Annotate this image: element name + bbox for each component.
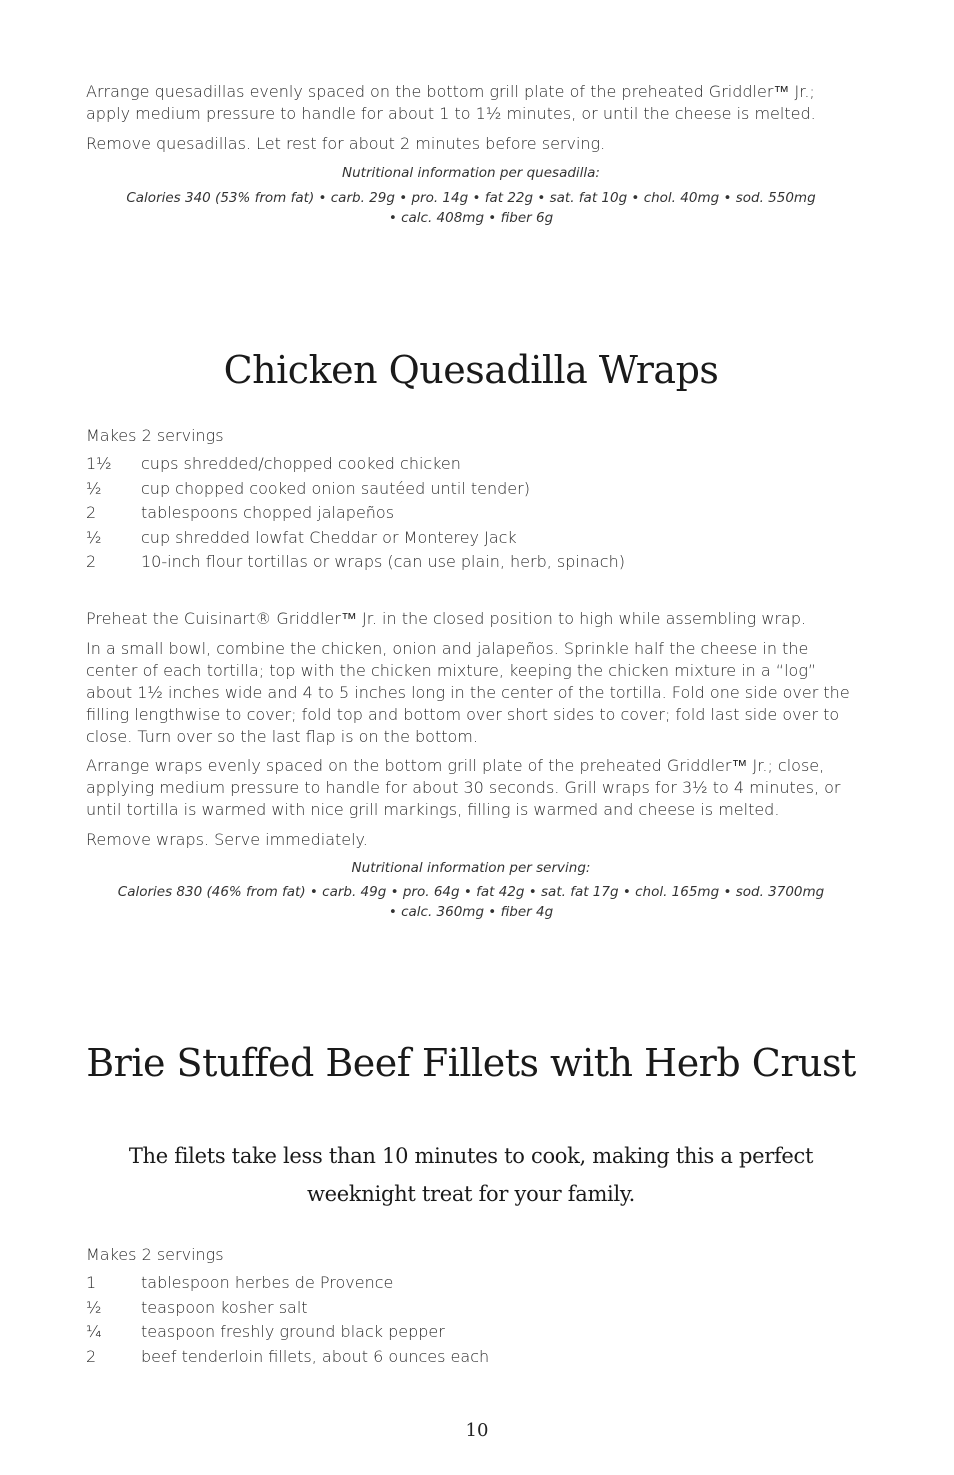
nutrition-line-2: • calc. 360mg • fiber 4g — [388, 904, 554, 920]
ingredient-text: teaspoon freshly ground black pepper — [141, 1322, 445, 1341]
nutrition-heading-serving: Nutritional information per serving: — [351, 860, 591, 876]
ingredient-qty: ½ — [86, 478, 102, 498]
ingredient-list-recipe2 — [86, 1271, 856, 1369]
ingredient-item — [86, 1296, 856, 1321]
ingredient-text: beef tenderloin fillets, about 6 ounces each — [141, 1346, 490, 1366]
instruction-preheat: Preheat the Cuisinart® Griddler™ Jr. in the closed position to high while assembling wrap. — [86, 609, 807, 628]
ingredient-qty: ½ — [86, 1297, 102, 1317]
ingredient-qty: 2 — [86, 1346, 97, 1366]
ingredient-text: cup shredded lowfat Cheddar or Monterey Jack — [141, 527, 517, 547]
top-paragraph-remove: Remove quesadillas. Let rest for about 2 minutes before serving. — [86, 134, 606, 153]
ingredient-text: teaspoon kosher salt — [141, 1297, 308, 1317]
top-paragraph-arrange: Arrange quesadillas evenly spaced on the bottom grill plate of the preheated Griddler™ Jr.; apply medium pressure to handle for about 1 to 1½ minutes, or until the cheese is melted. — [86, 82, 816, 123]
ingredient-item — [86, 526, 856, 551]
recipe-title-brie-stuffed-beef: Brie Stuffed Beef Fillets with Herb Crust — [86, 1041, 856, 1085]
ingredient-item — [86, 550, 856, 575]
ingredient-text: cups shredded/chopped cooked chicken — [141, 454, 461, 473]
ingredient-item — [86, 1345, 856, 1370]
nutrition-heading-quesadilla: Nutritional information per quesadilla: — [342, 165, 600, 181]
ingredient-list-recipe1 — [86, 452, 856, 575]
instruction-combine: In a small bowl, combine the chicken, onion and jalapeños. Sprinkle half the cheese in the center of each tortilla; top with the chicken mixture, keeping the chicken mixture in a “log” about 1½ inches wide and 4 to 5 inches long in the center of the tortilla. Fold one side over the filling lengthwise to cover; fold top and bottom over short sides to cover; fold last side over to close. Turn over so the last flap is on the bottom. — [86, 639, 850, 746]
recipe-intro: The filets take less than 10 minutes to cook, making this a perfect weeknight treat for your family. — [128, 1144, 814, 1206]
ingredient-qty: 2 — [86, 503, 97, 522]
nutrition-line-1: Calories 340 (53% from fat) • carb. 29g • pro. 14g • fat 22g • sat. fat 10g • chol. 40mg • sod. 550mg — [126, 190, 816, 206]
ingredient-qty: ½ — [86, 527, 102, 547]
ingredient-qty: 2 — [86, 552, 97, 571]
instruction-remove: Remove wraps. Serve immediately. — [86, 830, 368, 849]
ingredient-item — [86, 1271, 856, 1296]
page-number: 10 — [465, 1420, 489, 1441]
ingredient-qty: 1 — [86, 1273, 97, 1292]
makes-servings: Makes 2 servings — [86, 426, 224, 445]
recipe-title-chicken-quesadilla-wraps: Chicken Quesadilla Wraps — [223, 348, 719, 392]
nutrition-line-1: Calories 830 (46% from fat) • carb. 49g • pro. 64g • fat 42g • sat. fat 17g • chol. 165mg • sod. 3700mg — [117, 884, 825, 900]
ingredient-qty: 1½ — [86, 454, 112, 473]
ingredient-text: tablespoon herbes de Provence — [141, 1273, 394, 1292]
ingredient-item — [86, 501, 856, 526]
ingredient-qty: ¼ — [86, 1322, 102, 1341]
makes-servings: Makes 2 servings — [86, 1245, 224, 1264]
ingredient-text: cup chopped cooked onion sautéed until tender) — [141, 478, 530, 498]
nutrition-line-2: • calc. 408mg • fiber 6g — [388, 210, 554, 226]
ingredient-text: 10-inch flour tortillas or wraps (can use plain, herb, spinach) — [141, 552, 625, 571]
ingredient-text: tablespoons chopped jalapeños — [141, 503, 395, 522]
ingredient-item — [86, 1320, 856, 1345]
ingredient-item — [86, 452, 856, 477]
instruction-arrange: Arrange wraps evenly spaced on the bottom grill plate of the preheated Griddler™ Jr.; close, applying medium pressure to handle for about 30 seconds. Grill wraps for 3½ to 4 minutes, or until tortilla is warmed with nice grill markings, filling is warmed and cheese is melted. — [86, 756, 841, 819]
ingredient-item — [86, 477, 856, 502]
